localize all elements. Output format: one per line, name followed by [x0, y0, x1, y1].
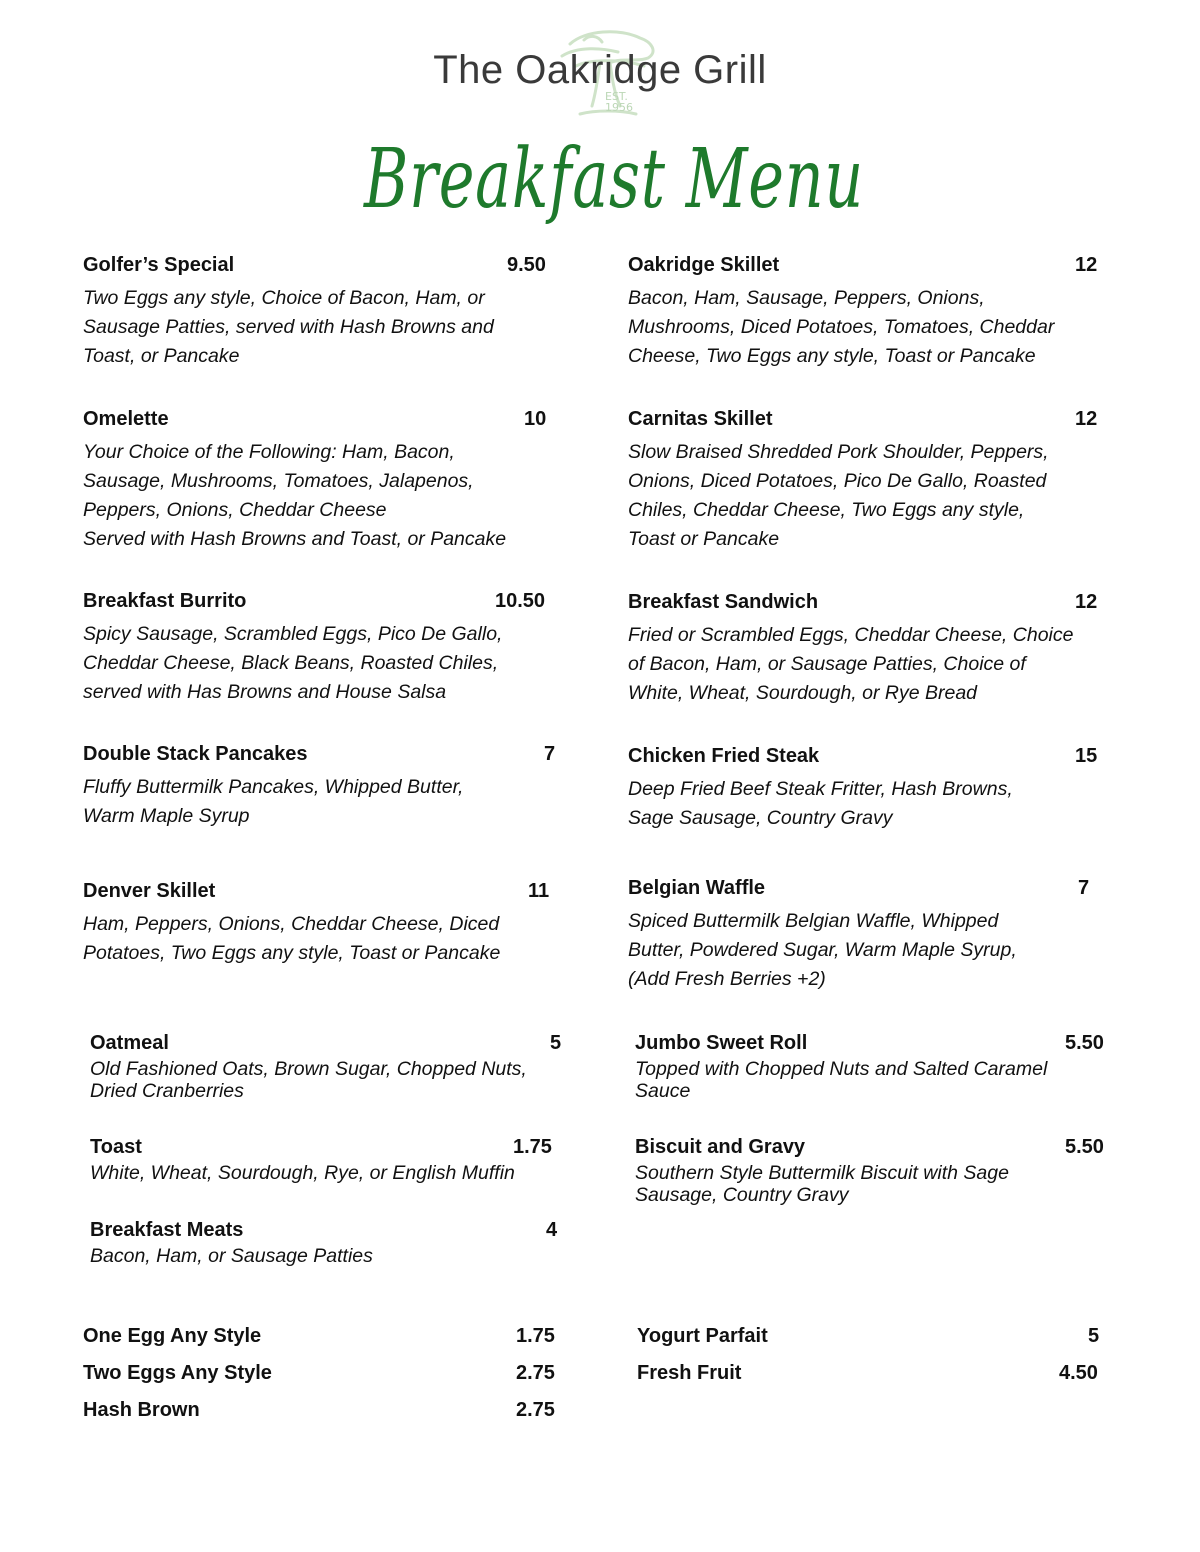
menu-item [628, 406, 1098, 554]
side-item [83, 1360, 563, 1397]
description-line: Your Choice of the Following: Ham, Bacon, [83, 441, 455, 463]
description-line: served with Has Browns and House Salsa [83, 681, 447, 703]
menu-item-price: 15 [1075, 745, 1098, 767]
side-item-price: 4.50 [1059, 1362, 1098, 1384]
description-line: Potatoes, Two Eggs any style, Toast or Pancake [83, 942, 501, 964]
menu-item [83, 252, 553, 371]
menu-item-price: 7 [1078, 877, 1090, 899]
menu-item-description [83, 620, 553, 707]
sides-right-list [637, 1323, 1117, 1397]
menu-item [628, 589, 1098, 708]
side-item [83, 1397, 563, 1434]
menu-item-description [628, 621, 1098, 708]
description-line: Sausage, Mushrooms, Tomatoes, Jalapenos, [83, 470, 474, 492]
menu-item-name: Belgian Waffle [628, 877, 766, 899]
description-line: Sauce [635, 1080, 691, 1102]
side-item-name: Fresh Fruit [637, 1362, 742, 1384]
menu-item [635, 1134, 1105, 1206]
description-line: Sausage Patties, served with Hash Browns and [83, 316, 494, 338]
description-line: Butter, Powdered Sugar, Warm Maple Syrup, [628, 939, 1017, 961]
menu-item [628, 743, 1098, 833]
description-line: Mushrooms, Diced Potatoes, Tomatoes, Cheddar [628, 316, 1055, 338]
menu-item [628, 875, 1098, 994]
description-line: (Add Fresh Berries +2) [628, 968, 826, 990]
menu-item-name: Breakfast Sandwich [628, 591, 819, 613]
sides-left-list [83, 1323, 563, 1434]
description-line: of Bacon, Ham, or Sausage Patties, Choice of [628, 653, 1026, 675]
menu-item-price: 5 [550, 1032, 562, 1054]
description-line: Two Eggs any style, Choice of Bacon, Ham, or [83, 287, 485, 309]
restaurant-name: The Oakridge Grill [433, 48, 767, 92]
description-line: White, Wheat, Sourdough, or Rye Bread [628, 682, 978, 704]
menu-item-price: 12 [1075, 254, 1098, 276]
description-line: Sage Sausage, Country Gravy [628, 807, 893, 829]
side-item [637, 1323, 1117, 1360]
menu-item-description [83, 910, 553, 968]
description-line: Sausage, Country Gravy [635, 1184, 849, 1206]
side-item-price: 2.75 [516, 1399, 555, 1421]
description-line: Bacon, Ham, Sausage, Peppers, Onions, [628, 287, 985, 309]
menu-item-description [628, 284, 1098, 371]
side-item [637, 1360, 1117, 1397]
description-line: Slow Braised Shredded Pork Shoulder, Peppers, [628, 441, 1049, 463]
description-line: Cheddar Cheese, Black Beans, Roasted Chiles, [83, 652, 499, 674]
description-line: Fluffy Buttermilk Pancakes, Whipped Butter, [83, 776, 464, 798]
description-line: Old Fashioned Oats, Brown Sugar, Chopped Nuts, [90, 1058, 527, 1080]
side-item-name: Yogurt Parfait [637, 1325, 768, 1347]
menu-item-name: Golfer’s Special [83, 254, 235, 276]
menu-item [83, 878, 553, 968]
description-line: Ham, Peppers, Onions, Cheddar Cheese, Diced [83, 913, 500, 935]
description-line: Fried or Scrambled Eggs, Cheddar Cheese, Choice [628, 624, 1074, 646]
description-line: Toast, or Pancake [83, 345, 240, 367]
side-item-price: 1.75 [516, 1325, 555, 1347]
description-line: Spiced Buttermilk Belgian Waffle, Whipped [628, 910, 999, 932]
menu-item [635, 1030, 1105, 1102]
menu-item-price: 10.50 [495, 590, 546, 612]
menu-item [90, 1030, 560, 1102]
menu-item-price: 11 [528, 880, 550, 902]
menu-item-description [90, 1245, 560, 1267]
menu-item-price: 1.75 [513, 1136, 552, 1158]
description-line: Warm Maple Syrup [83, 805, 250, 827]
established-year: 1956 [605, 101, 633, 114]
menu-item-description [83, 284, 553, 371]
side-item-name: Two Eggs Any Style [83, 1362, 272, 1384]
description-line: Toast or Pancake [628, 528, 780, 550]
menu-item-price: 10 [524, 408, 547, 430]
menu-item-description [90, 1058, 560, 1102]
menu-item-name: Double Stack Pancakes [83, 743, 308, 765]
menu-item-description [90, 1162, 560, 1184]
side-item-price: 2.75 [516, 1362, 555, 1384]
description-line: Topped with Chopped Nuts and Salted Caramel [635, 1058, 1048, 1080]
description-line: Chiles, Cheddar Cheese, Two Eggs any style, [628, 499, 1025, 521]
menu-item-description [628, 907, 1098, 994]
menu-item-name: Breakfast Meats [90, 1219, 244, 1241]
menu-item-description [628, 438, 1098, 554]
side-item [83, 1323, 563, 1360]
menu-item-name: Oatmeal [90, 1032, 169, 1054]
menu-item-price: 7 [544, 743, 556, 765]
description-line: Bacon, Ham, or Sausage Patties [90, 1245, 373, 1267]
menu-item-name: Denver Skillet [83, 880, 216, 902]
menu-item [83, 406, 553, 554]
menu-title-text: Breakfast Menu [362, 132, 864, 227]
menu-item-description [628, 775, 1098, 833]
description-line: Peppers, Onions, Cheddar Cheese [83, 499, 387, 521]
menu-item-price: 5.50 [1065, 1136, 1104, 1158]
description-line: Spicy Sausage, Scrambled Eggs, Pico De Gallo, [83, 623, 503, 645]
side-item-price: 5 [1088, 1325, 1100, 1347]
menu-item-name: Oakridge Skillet [628, 254, 780, 276]
description-line: Dried Cranberries [90, 1080, 244, 1102]
description-line: Cheese, Two Eggs any style, Toast or Pancake [628, 345, 1036, 367]
menu-header [0, 0, 1200, 250]
menu-item-price: 9.50 [507, 254, 546, 276]
menu-item-price: 12 [1075, 408, 1098, 430]
description-line: Deep Fried Beef Steak Fritter, Hash Browns, [628, 778, 1013, 800]
menu-item [90, 1134, 560, 1184]
menu-item [83, 588, 553, 707]
menu-item-price: 5.50 [1065, 1032, 1104, 1054]
description-line: Onions, Diced Potatoes, Pico De Gallo, Roasted [628, 470, 1047, 492]
menu-item [83, 741, 556, 831]
menu-item-name: Toast [90, 1136, 142, 1158]
menu-item-description [635, 1162, 1105, 1206]
menu-item [628, 252, 1098, 371]
menu-item-name: Chicken Fried Steak [628, 745, 820, 767]
menu-item-price: 12 [1075, 591, 1098, 613]
menu-item-name: Carnitas Skillet [628, 408, 773, 430]
menu-item-name: Breakfast Burrito [83, 590, 247, 612]
menu-item-price: 4 [546, 1219, 558, 1241]
menu-item-description [83, 773, 553, 831]
description-line: Served with Hash Browns and Toast, or Pancake [83, 528, 507, 550]
menu-item-description [83, 438, 553, 554]
side-item-name: One Egg Any Style [83, 1325, 262, 1347]
menu-item-name: Jumbo Sweet Roll [635, 1032, 808, 1054]
established-label: EST. [605, 90, 628, 103]
menu-title [358, 112, 878, 247]
menu-item-description [635, 1058, 1105, 1102]
description-line: White, Wheat, Sourdough, Rye, or English Muffin [90, 1162, 515, 1184]
menu-item-name: Omelette [83, 408, 169, 430]
menu-item [90, 1217, 560, 1267]
description-line: Southern Style Buttermilk Biscuit with Sage [635, 1162, 1009, 1184]
side-item-name: Hash Brown [83, 1399, 200, 1421]
menu-item-name: Biscuit and Gravy [635, 1136, 806, 1158]
